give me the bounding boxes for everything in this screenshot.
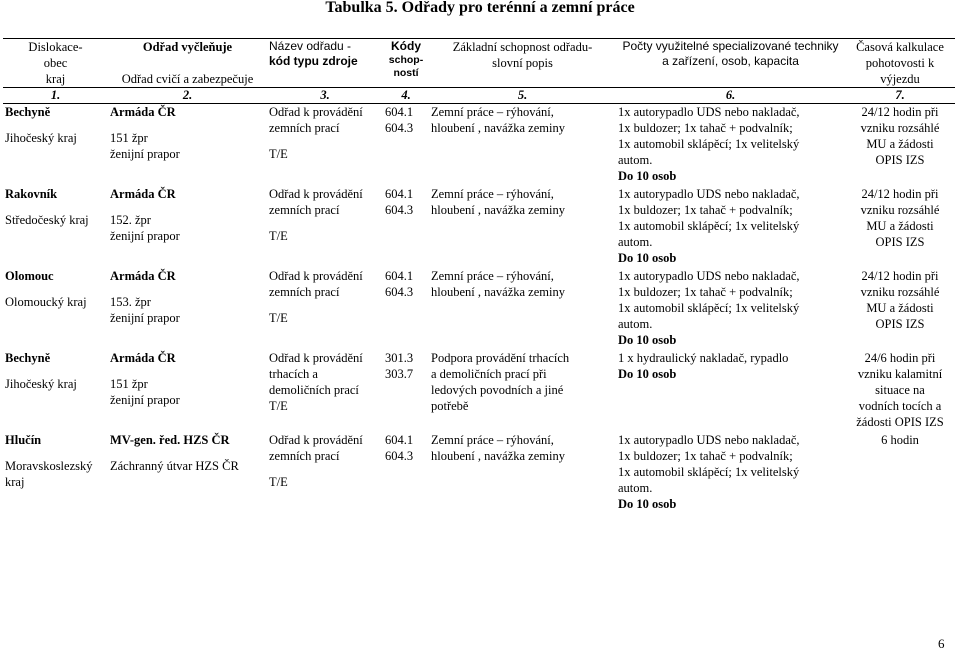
header-location bbox=[3, 39, 108, 88]
capability-code: 604.1 bbox=[385, 105, 414, 119]
equipment-line: 1x buldozer; 1x tahač + podvalník; bbox=[618, 285, 793, 299]
cell-name bbox=[267, 268, 383, 350]
header-text: Počty využitelné specializované techniky bbox=[622, 39, 839, 53]
capability-code: 604.3 bbox=[385, 285, 414, 299]
table-row bbox=[3, 350, 955, 432]
capability-code: 301.3 bbox=[385, 351, 414, 365]
cell-unit bbox=[108, 432, 267, 514]
place: Bechyně bbox=[5, 351, 51, 365]
spacer bbox=[110, 448, 265, 458]
equipment-line: 1x buldozer; 1x tahač + podvalník; bbox=[618, 203, 793, 217]
header-text: kód typu zdroje bbox=[269, 54, 358, 68]
table-row bbox=[3, 104, 955, 187]
column-number: 3. bbox=[267, 88, 383, 104]
equipment-line: autom. bbox=[618, 317, 653, 331]
time-line: MU a žádosti bbox=[866, 301, 934, 315]
cell-equipment bbox=[616, 432, 845, 514]
unit-name: Odřad k provádění bbox=[269, 433, 363, 447]
table-row bbox=[3, 268, 955, 350]
spacer bbox=[5, 448, 106, 458]
header-description bbox=[429, 39, 616, 88]
equipment-line: 1x autorypadlo UDS nebo nakladač, bbox=[618, 105, 800, 119]
description-line: ledových povodních a jiné bbox=[431, 383, 564, 397]
time-line: vzniku rozsáhlé bbox=[860, 203, 940, 217]
region: Olomoucký kraj bbox=[5, 295, 87, 309]
region: Jihočeský kraj bbox=[5, 131, 77, 145]
capability-code: 303.7 bbox=[385, 367, 414, 381]
time-line: 24/12 hodin při bbox=[861, 105, 939, 119]
description-line: Podpora provádění trhacích bbox=[431, 351, 570, 365]
time-line: vodních tocích a bbox=[858, 399, 942, 413]
header-text: pohotovosti k bbox=[865, 56, 935, 70]
header-time bbox=[845, 39, 955, 88]
time-line: 24/12 hodin při bbox=[861, 187, 939, 201]
place: Olomouc bbox=[5, 269, 54, 283]
unit: Armáda ČR bbox=[110, 105, 176, 119]
cell-name bbox=[267, 104, 383, 187]
capability-code: 604.3 bbox=[385, 121, 414, 135]
cell-equipment bbox=[616, 268, 845, 350]
header-name bbox=[267, 39, 383, 88]
cell-equipment bbox=[616, 350, 845, 432]
cell-unit bbox=[108, 104, 267, 187]
type-code: T/E bbox=[269, 311, 288, 325]
description-line: hloubení , navážka zeminy bbox=[431, 449, 565, 463]
equipment-line: 1 x hydraulický nakladač, rypadlo bbox=[618, 351, 789, 365]
unit: Armáda ČR bbox=[110, 187, 176, 201]
description-line: hloubení , navážka zeminy bbox=[431, 121, 565, 135]
description-line: a demoličních prací při bbox=[431, 367, 547, 381]
cell-codes bbox=[383, 268, 429, 350]
region: Moravskoslezský kraj bbox=[5, 459, 93, 489]
column-number: 5. bbox=[429, 88, 616, 104]
unit: Armáda ČR bbox=[110, 269, 176, 283]
equipment-line: 1x automobil sklápěcí; 1x velitelský bbox=[618, 465, 800, 479]
time-line: vzniku rozsáhlé bbox=[860, 285, 940, 299]
column-number: 1. bbox=[3, 88, 108, 104]
sub-unit: 151 žpr bbox=[110, 131, 148, 145]
sub-unit: 152. žpr bbox=[110, 213, 151, 227]
spacer bbox=[5, 366, 106, 376]
region: Středočeský kraj bbox=[5, 213, 89, 227]
unit-name: zemních prací bbox=[269, 203, 340, 217]
unit-name: Odřad k provádění bbox=[269, 105, 363, 119]
table-body bbox=[3, 104, 955, 515]
equipment-line: 1x autorypadlo UDS nebo nakladač, bbox=[618, 187, 800, 201]
header-text: Dislokace- bbox=[28, 40, 83, 54]
time-line: situace na bbox=[875, 383, 925, 397]
header-text: obec bbox=[43, 56, 68, 70]
sub-unit: ženijní prapor bbox=[110, 393, 180, 407]
table-row bbox=[3, 432, 955, 514]
spacer bbox=[269, 136, 381, 146]
time-line: OPIS IZS bbox=[875, 317, 925, 331]
description-line: Zemní práce – rýhování, bbox=[431, 187, 554, 201]
cell-description bbox=[429, 432, 616, 514]
spacer bbox=[110, 284, 265, 294]
cell-codes bbox=[383, 104, 429, 187]
table-title: Tabulka 5. Odřady pro terénní a zemní práce bbox=[325, 0, 635, 16]
table-row bbox=[3, 186, 955, 268]
persons: Do 10 osob bbox=[618, 251, 677, 265]
persons: Do 10 osob bbox=[618, 497, 677, 511]
time-line: vzniku kalamitní bbox=[857, 367, 943, 381]
time-line: OPIS IZS bbox=[875, 153, 925, 167]
cell-time bbox=[845, 186, 955, 268]
sub-unit: Záchranný útvar HZS ČR bbox=[110, 459, 239, 473]
cell-time bbox=[845, 104, 955, 187]
unit: Armáda ČR bbox=[110, 351, 176, 365]
equipment-line: 1x autorypadlo UDS nebo nakladač, bbox=[618, 433, 800, 447]
column-number: 6. bbox=[616, 88, 845, 104]
page-number: 6 bbox=[938, 636, 945, 651]
description-line: hloubení , navážka zeminy bbox=[431, 285, 565, 299]
header-text: Časová kalkulace bbox=[856, 40, 944, 54]
sub-unit: ženijní prapor bbox=[110, 147, 180, 161]
persons: Do 10 osob bbox=[618, 333, 677, 347]
capability-code: 604.3 bbox=[385, 449, 414, 463]
description-line: potřebě bbox=[431, 399, 469, 413]
capability-code: 604.1 bbox=[385, 269, 414, 283]
column-number: 4. bbox=[383, 88, 429, 104]
cell-unit bbox=[108, 186, 267, 268]
header-text: Název odřadu - bbox=[269, 39, 352, 53]
unit-name: zemních prací bbox=[269, 285, 340, 299]
unit-name: zemních prací bbox=[269, 121, 340, 135]
time-line: žádosti OPIS IZS bbox=[856, 415, 944, 429]
spacer bbox=[110, 120, 265, 130]
spacer bbox=[269, 464, 381, 474]
header-text: schop- bbox=[388, 54, 424, 66]
equipment-line: 1x automobil sklápěcí; 1x velitelský bbox=[618, 301, 800, 315]
type-code: T/E bbox=[269, 147, 288, 161]
header-row bbox=[3, 39, 955, 88]
cell-location bbox=[3, 186, 108, 268]
unit-name: Odřad k provádění bbox=[269, 269, 363, 283]
column-number: 7. bbox=[845, 88, 955, 104]
time-line: 24/6 hodin při bbox=[864, 351, 936, 365]
description-line: Zemní práce – rýhování, bbox=[431, 269, 554, 283]
spacer bbox=[5, 284, 106, 294]
equipment-line: autom. bbox=[618, 481, 653, 495]
header-text: a zařízení, osob, kapacita bbox=[662, 54, 799, 68]
unit-name: zemních prací bbox=[269, 449, 340, 463]
cell-time bbox=[845, 350, 955, 432]
cell-time bbox=[845, 432, 955, 514]
spacer bbox=[5, 202, 106, 212]
column-number: 2. bbox=[108, 88, 267, 104]
header-text: ností bbox=[393, 67, 419, 79]
time-line: MU a žádosti bbox=[866, 219, 934, 233]
place: Rakovník bbox=[5, 187, 58, 201]
unit-name: Odřad k provádění bbox=[269, 187, 363, 201]
capability-code: 604.3 bbox=[385, 203, 414, 217]
place: Hlučín bbox=[5, 433, 42, 447]
unit-name: trhacích a bbox=[269, 367, 318, 381]
sub-unit: ženijní prapor bbox=[110, 229, 180, 243]
cell-codes bbox=[383, 432, 429, 514]
cell-location bbox=[3, 268, 108, 350]
header-equipment bbox=[616, 39, 845, 88]
spacer bbox=[269, 300, 381, 310]
header-text: Základní schopnost odřadu- bbox=[452, 40, 593, 54]
description-line: Zemní práce – rýhování, bbox=[431, 105, 554, 119]
header-codes bbox=[383, 39, 429, 88]
header-unit bbox=[108, 39, 267, 88]
equipment-line: 1x buldozer; 1x tahač + podvalník; bbox=[618, 449, 793, 463]
header-text: Kódy bbox=[391, 39, 421, 53]
time-line: MU a žádosti bbox=[866, 137, 934, 151]
column-number-row bbox=[3, 88, 955, 104]
cell-name bbox=[267, 186, 383, 268]
time-line: 24/12 hodin při bbox=[861, 269, 939, 283]
header-text: Odřad cvičí a zabezpečuje bbox=[121, 72, 254, 86]
time-line: vzniku rozsáhlé bbox=[860, 121, 940, 135]
capability-code: 604.1 bbox=[385, 187, 414, 201]
type-code: T/E bbox=[269, 229, 288, 243]
header-text: výjezdu bbox=[880, 72, 920, 86]
capability-code: 604.1 bbox=[385, 433, 414, 447]
persons: Do 10 osob bbox=[618, 169, 677, 183]
description-line: Zemní práce – rýhování, bbox=[431, 433, 554, 447]
equipment-line: autom. bbox=[618, 153, 653, 167]
persons: Do 10 osob bbox=[618, 367, 677, 381]
equipment-line: 1x autorypadlo UDS nebo nakladač, bbox=[618, 269, 800, 283]
header-text: Odřad vyčleňuje bbox=[142, 40, 233, 54]
equipment-line: autom. bbox=[618, 235, 653, 249]
type-code: T/E bbox=[269, 399, 288, 413]
cell-equipment bbox=[616, 186, 845, 268]
cell-location bbox=[3, 350, 108, 432]
header-text: kraj bbox=[45, 72, 66, 86]
equipment-line: 1x buldozer; 1x tahač + podvalník; bbox=[618, 121, 793, 135]
sub-unit: 151 žpr bbox=[110, 377, 148, 391]
spacer bbox=[110, 202, 265, 212]
equipment-line: 1x automobil sklápěcí; 1x velitelský bbox=[618, 219, 800, 233]
type-code: T/E bbox=[269, 475, 288, 489]
time-line: 6 hodin bbox=[881, 433, 919, 447]
cell-codes bbox=[383, 350, 429, 432]
unit: MV-gen. řed. HZS ČR bbox=[110, 433, 230, 447]
cell-name bbox=[267, 350, 383, 432]
unit-name: demoličních prací bbox=[269, 383, 359, 397]
cell-description bbox=[429, 350, 616, 432]
units-table bbox=[3, 38, 955, 514]
sub-unit: ženijní prapor bbox=[110, 311, 180, 325]
cell-description bbox=[429, 104, 616, 187]
spacer bbox=[5, 120, 106, 130]
region: Jihočeský kraj bbox=[5, 377, 77, 391]
cell-location bbox=[3, 432, 108, 514]
cell-unit bbox=[108, 350, 267, 432]
place: Bechyně bbox=[5, 105, 51, 119]
equipment-line: 1x automobil sklápěcí; 1x velitelský bbox=[618, 137, 800, 151]
spacer bbox=[269, 218, 381, 228]
time-line: OPIS IZS bbox=[875, 235, 925, 249]
sub-unit: 153. žpr bbox=[110, 295, 151, 309]
cell-name bbox=[267, 432, 383, 514]
cell-codes bbox=[383, 186, 429, 268]
cell-unit bbox=[108, 268, 267, 350]
cell-description bbox=[429, 186, 616, 268]
spacer bbox=[110, 366, 265, 376]
cell-location bbox=[3, 104, 108, 187]
cell-time bbox=[845, 268, 955, 350]
header-text: slovní popis bbox=[492, 56, 553, 70]
cell-description bbox=[429, 268, 616, 350]
description-line: hloubení , navážka zeminy bbox=[431, 203, 565, 217]
cell-equipment bbox=[616, 104, 845, 187]
unit-name: Odřad k provádění bbox=[269, 351, 363, 365]
